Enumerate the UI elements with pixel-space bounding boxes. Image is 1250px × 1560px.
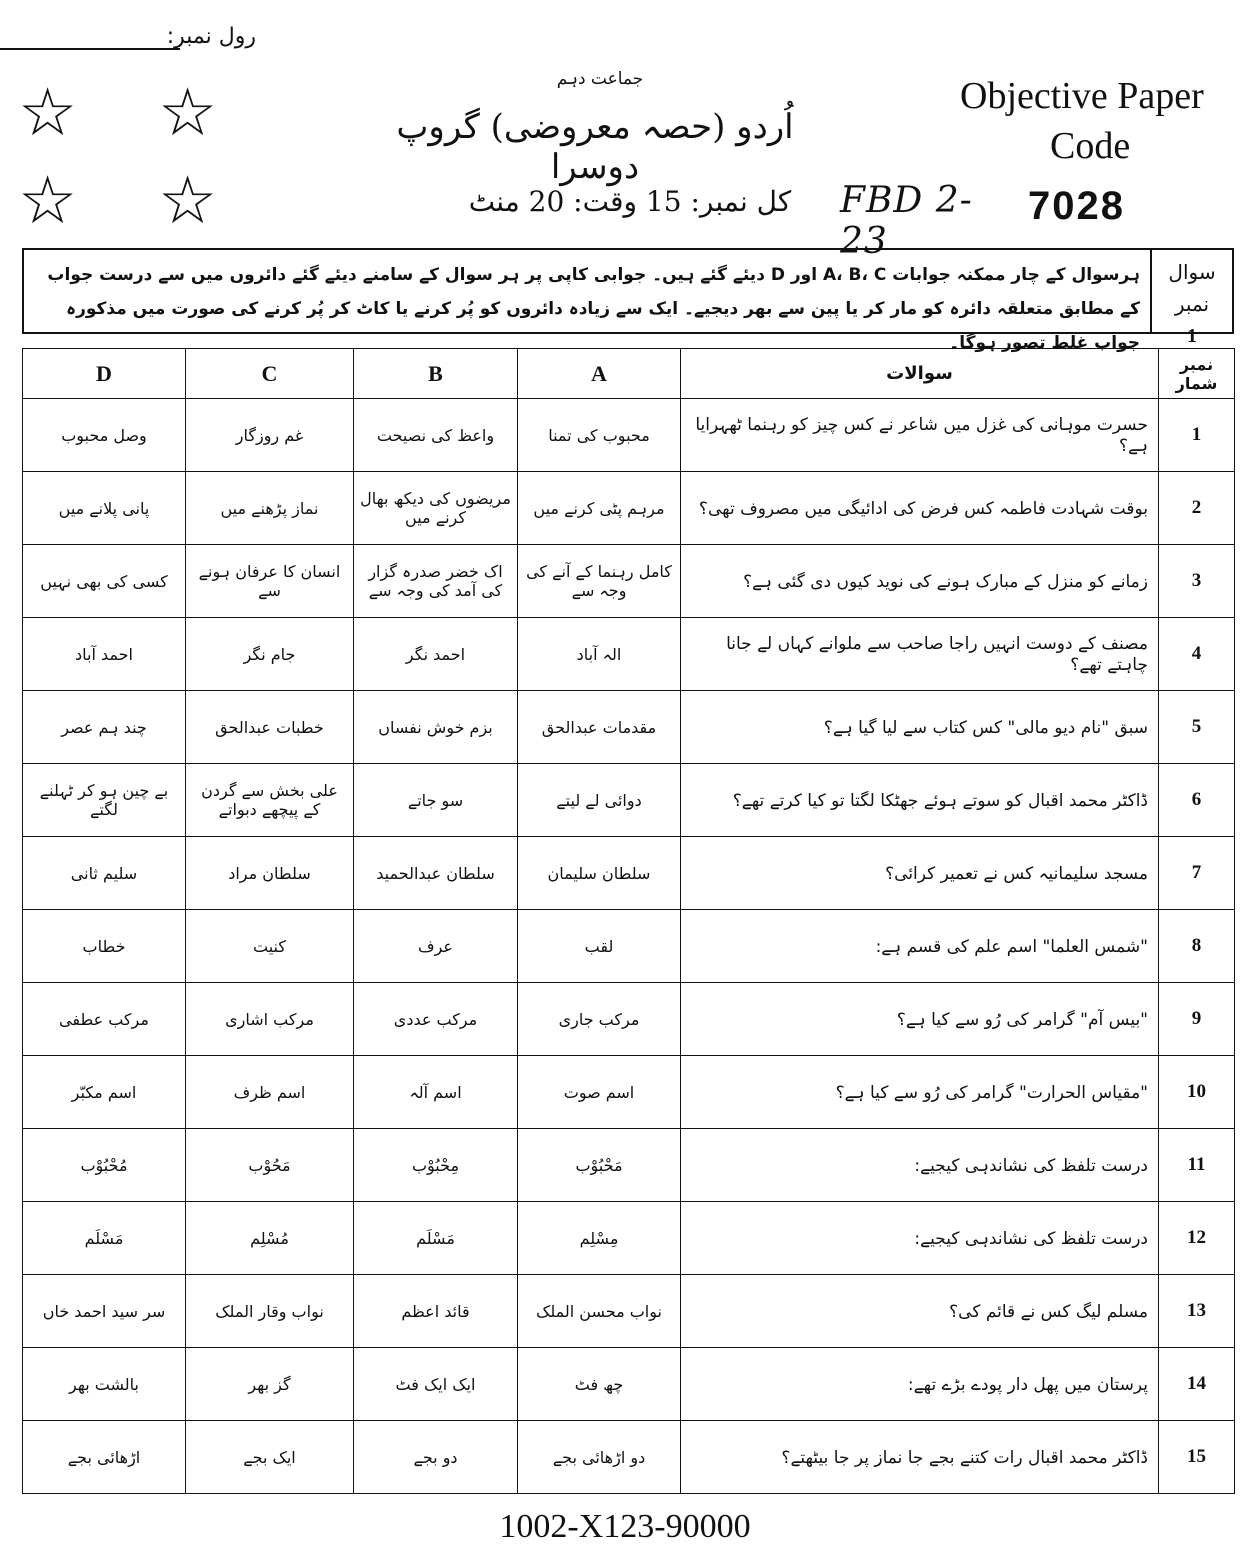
option-a: سلطان سلیمان <box>518 837 681 910</box>
option-a: محبوب کی تمنا <box>518 399 681 472</box>
option-d: مَسْلَم <box>23 1202 186 1275</box>
table-row <box>23 472 1235 545</box>
question-number: 15 <box>1159 1421 1235 1494</box>
question-number: 13 <box>1159 1275 1235 1348</box>
question-number: 8 <box>1159 910 1235 983</box>
option-b: ایک ایک فٹ <box>354 1348 518 1421</box>
option-d: خطاب <box>23 910 186 983</box>
question-text: "شمس العلما" اسم علم کی قسم ہے: <box>681 910 1159 983</box>
question-number: 4 <box>1159 618 1235 691</box>
question-number: 12 <box>1159 1202 1235 1275</box>
question-text: درست تلفظ کی نشاندہی کیجیے: <box>681 1202 1159 1275</box>
question-text: مصنف کے دوست انہیں راجا صاحب سے ملوانے کہاں لے جانا چاہتے تھے؟ <box>681 618 1159 691</box>
table-row <box>23 837 1235 910</box>
option-d: پانی پلانے میں <box>23 472 186 545</box>
option-a: دو اڑھائی بجے <box>518 1421 681 1494</box>
question-text: "مقیاس الحرارت" گرامر کی رُو سے کیا ہے؟ <box>681 1056 1159 1129</box>
option-b: سو جاتے <box>354 764 518 837</box>
option-c: خطبات عبدالحق <box>186 691 354 764</box>
option-d: مرکب عطفی <box>23 983 186 1056</box>
instructions-text: ہرسوال کے چار ممکنہ جوابات A، B، C اور D دیئے گئے ہیں۔ جوابی کاپی پر ہر سوال کے سامنے دیئے گئے دائروں میں سے درست جواب کے مطابق متعلقہ دائرہ کو مار کر یا پین سے بھر دیجیے۔ ایک سے زیادہ دائروں کو پُر کرنے یا کاٹ کر پُر کرنے کی صورت میں مذکورہ جواب غلط تصور ہوگا۔ <box>47 265 1140 353</box>
table-row <box>23 1275 1235 1348</box>
roll-number-label: رول نمبر: <box>166 24 256 49</box>
table-row <box>23 1348 1235 1421</box>
question-number: 3 <box>1159 545 1235 618</box>
option-c: مَحُوْب <box>186 1129 354 1202</box>
option-d: وصل محبوب <box>23 399 186 472</box>
option-b: واعظ کی نصیحت <box>354 399 518 472</box>
header-b: B <box>354 349 518 399</box>
star-icon: ☆ <box>158 74 218 151</box>
question-number: 10 <box>1159 1056 1235 1129</box>
question-number: 14 <box>1159 1348 1235 1421</box>
header-d: D <box>23 349 186 399</box>
star-icon: ☆ <box>18 74 78 151</box>
question-number: 6 <box>1159 764 1235 837</box>
option-b: مَسْلَم <box>354 1202 518 1275</box>
question-number: 2 <box>1159 472 1235 545</box>
table-row <box>23 983 1235 1056</box>
paper-code: 7028 <box>1028 184 1125 228</box>
serial-number: 1002-X123-90000 <box>499 1508 751 1545</box>
table-row <box>23 1202 1235 1275</box>
option-b: مرکب عددی <box>354 983 518 1056</box>
option-c: نماز پڑھنے میں <box>186 472 354 545</box>
roll-number-field <box>0 18 270 58</box>
option-c: مرکب اشاری <box>186 983 354 1056</box>
question-number: 1 <box>1159 399 1235 472</box>
time-and-marks: کل نمبر: 15 وقت: 20 منٹ <box>468 185 792 218</box>
question-text: حسرت موہانی کی غزل میں شاعر نے کس چیز کو رہنما ٹھہرایا ہے؟ <box>681 399 1159 472</box>
table-row <box>23 1421 1235 1494</box>
roll-number-line <box>0 48 180 50</box>
question-text: "بیس آم" گرامر کی رُو سے کیا ہے؟ <box>681 983 1159 1056</box>
option-a: الہ آباد <box>518 618 681 691</box>
option-d: چند ہم عصر <box>23 691 186 764</box>
option-d: سر سید احمد خاں <box>23 1275 186 1348</box>
option-c: مُسْلِم <box>186 1202 354 1275</box>
question-number: 7 <box>1159 837 1235 910</box>
option-d: اسم مکبّر <box>23 1056 186 1129</box>
table-row <box>23 764 1235 837</box>
star-icon: ☆ <box>18 162 78 239</box>
question-number: 9 <box>1159 983 1235 1056</box>
header-question: سوالات <box>681 349 1159 399</box>
table-row <box>23 910 1235 983</box>
option-d: بے چین ہو کر ٹہلنے لگتے <box>23 764 186 837</box>
table-header-row <box>23 349 1235 399</box>
option-b: مِحْبُوْب <box>354 1129 518 1202</box>
question-number-cell <box>1150 250 1232 347</box>
option-c: غم روزگار <box>186 399 354 472</box>
option-c: گز بھر <box>186 1348 354 1421</box>
option-a: مقدمات عبدالحق <box>518 691 681 764</box>
subject-title: اُردو (حصہ معروضی) گروپ دوسرا <box>396 107 794 187</box>
option-b: قائد اعظم <box>354 1275 518 1348</box>
option-a: مرکب جاری <box>518 983 681 1056</box>
question-text: سبق "نام دیو مالی" کس کتاب سے لیا گیا ہے؟ <box>681 691 1159 764</box>
table-row <box>23 1056 1235 1129</box>
question-text: درست تلفظ کی نشاندہی کیجیے: <box>681 1129 1159 1202</box>
option-d: اڑھائی بجے <box>23 1421 186 1494</box>
option-d: سلیم ثانی <box>23 837 186 910</box>
option-d: احمد آباد <box>23 618 186 691</box>
option-c: کنیت <box>186 910 354 983</box>
question-text: ڈاکٹر محمد اقبال کو سوتے ہوئے جھٹکا لگتا تو کیا کرتے تھے؟ <box>681 764 1159 837</box>
option-d: مُحْبُوْب <box>23 1129 186 1202</box>
question-text: پرستان میں پھل دار پودے بڑے تھے: <box>681 1348 1159 1421</box>
objective-label: Objective Paper <box>960 75 1204 117</box>
option-b: احمد نگر <box>354 618 518 691</box>
option-c: سلطان مراد <box>186 837 354 910</box>
star-icon: ☆ <box>158 162 218 239</box>
option-b: سلطان عبدالحمید <box>354 837 518 910</box>
question-number-label: سوال نمبر <box>1168 260 1216 316</box>
table-row <box>23 691 1235 764</box>
question-number: 5 <box>1159 691 1235 764</box>
option-d: بالشت بھر <box>23 1348 186 1421</box>
option-c: انسان کا عرفان ہونے سے <box>186 545 354 618</box>
option-a: مَحْبُوْب <box>518 1129 681 1202</box>
option-b: اسم آلہ <box>354 1056 518 1129</box>
question-text: مسلم لیگ کس نے قائم کی؟ <box>681 1275 1159 1348</box>
option-c: ایک بجے <box>186 1421 354 1494</box>
mcq-table <box>22 348 1235 1494</box>
board-code: FBD 2-23 <box>840 180 973 262</box>
option-b: مریضوں کی دیکھ بھال کرنے میں <box>354 472 518 545</box>
option-c: علی بخش سے گردن کے پیچھے دبواتے <box>186 764 354 837</box>
table-row <box>23 399 1235 472</box>
question-text: بوقت شہادت فاطمہ کس فرض کی ادائیگی میں مصروف تھی؟ <box>681 472 1159 545</box>
question-number: 1 <box>1187 325 1197 347</box>
option-c: جام نگر <box>186 618 354 691</box>
option-a: دوائی لے لیتے <box>518 764 681 837</box>
option-a: اسم صوت <box>518 1056 681 1129</box>
class-label: جماعت دہم <box>556 69 644 89</box>
option-d: کسی کی بھی نہیں <box>23 545 186 618</box>
question-text: ڈاکٹر محمد اقبال رات کتنے بجے جا نماز پر جا بیٹھتے؟ <box>681 1421 1159 1494</box>
option-a: مرہم پٹی کرنے میں <box>518 472 681 545</box>
code-label: Code <box>1050 125 1131 167</box>
option-c: نواب وقار الملک <box>186 1275 354 1348</box>
table-row <box>23 545 1235 618</box>
header-a: A <box>518 349 681 399</box>
option-a: کامل رہنما کے آنے کی وجہ سے <box>518 545 681 618</box>
header-number: نمبر شمار <box>1159 349 1235 399</box>
option-a: چھ فٹ <box>518 1348 681 1421</box>
question-text: مسجد سلیمانیہ کس نے تعمیر کرائی؟ <box>681 837 1159 910</box>
option-c: اسم ظرف <box>186 1056 354 1129</box>
header-c: C <box>186 349 354 399</box>
table-row <box>23 1129 1235 1202</box>
table-row <box>23 618 1235 691</box>
question-text: زمانے کو منزل کے مبارک ہونے کی نوید کیوں دی گئی ہے؟ <box>681 545 1159 618</box>
question-number: 11 <box>1159 1129 1235 1202</box>
option-b: بزم خوش نفساں <box>354 691 518 764</box>
option-a: نواب محسن الملک <box>518 1275 681 1348</box>
option-b: اک خضر صدرہ گزار کی آمد کی وجہ سے <box>354 545 518 618</box>
option-a: لقب <box>518 910 681 983</box>
option-a: مِسْلِم <box>518 1202 681 1275</box>
instructions-box <box>22 248 1234 353</box>
option-b: دو بجے <box>354 1421 518 1494</box>
option-b: عرف <box>354 910 518 983</box>
